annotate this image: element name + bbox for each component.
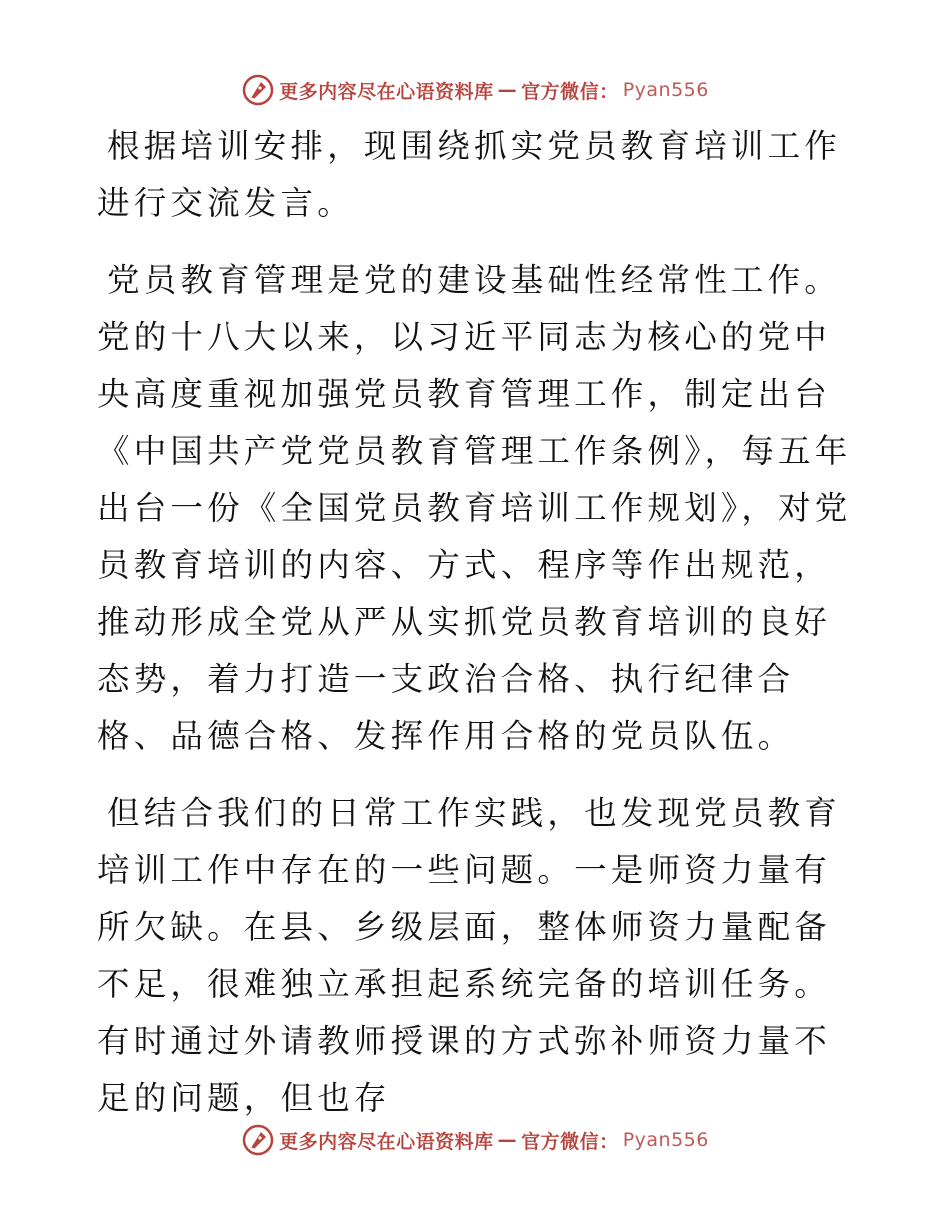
paragraph-3: 但结合我们的日常工作实践，也发现党员教育培训工作中存在的一些问题。一是师资力量有所欠缺。在县、乡级层面，整体师资力量配备不足，很难独立承担起系统完备的培训任务。有时通过外请教师授课的方式弥补师资力量不足的问题，但也存 (97, 794, 842, 1117)
header-banner (0, 70, 950, 110)
promo-text: 更多内容尽在心语资料库 (279, 80, 494, 103)
pen-nib-logo-icon (241, 73, 275, 107)
wechat-account: Pyan556 (622, 1129, 709, 1151)
document-body (97, 118, 857, 1147)
pen-nib-logo-icon (241, 1123, 275, 1157)
banner-separator: — (497, 1129, 518, 1151)
paragraph-2: 党员教育管理是党的建设基础性经常性工作。党的十八大以来，以习近平同志为核心的党中央高度重视加强党员教育管理工作，制定出台《中国共产党党员教育管理工作条例》，每五年出台一份《全国党员教育培训工作规划》，对党员教育培训的内容、方式、程序等作出规范，推动形成全党从严从实抓党员教育培训的良好态势，着力打造一支政治合格、执行纪律合格、品德合格、发挥作用合格的党员队伍。 (97, 261, 852, 755)
wechat-label: 官方微信： (521, 80, 619, 103)
paragraph-1: 根据培训安排，现围绕抓实党员教育培训工作进行交流发言。 (97, 127, 842, 222)
wechat-account: Pyan556 (622, 79, 709, 101)
wechat-label: 官方微信： (521, 1130, 619, 1153)
promo-text: 更多内容尽在心语资料库 (279, 1130, 494, 1153)
footer-banner (0, 1120, 950, 1160)
banner-separator: — (497, 79, 518, 101)
